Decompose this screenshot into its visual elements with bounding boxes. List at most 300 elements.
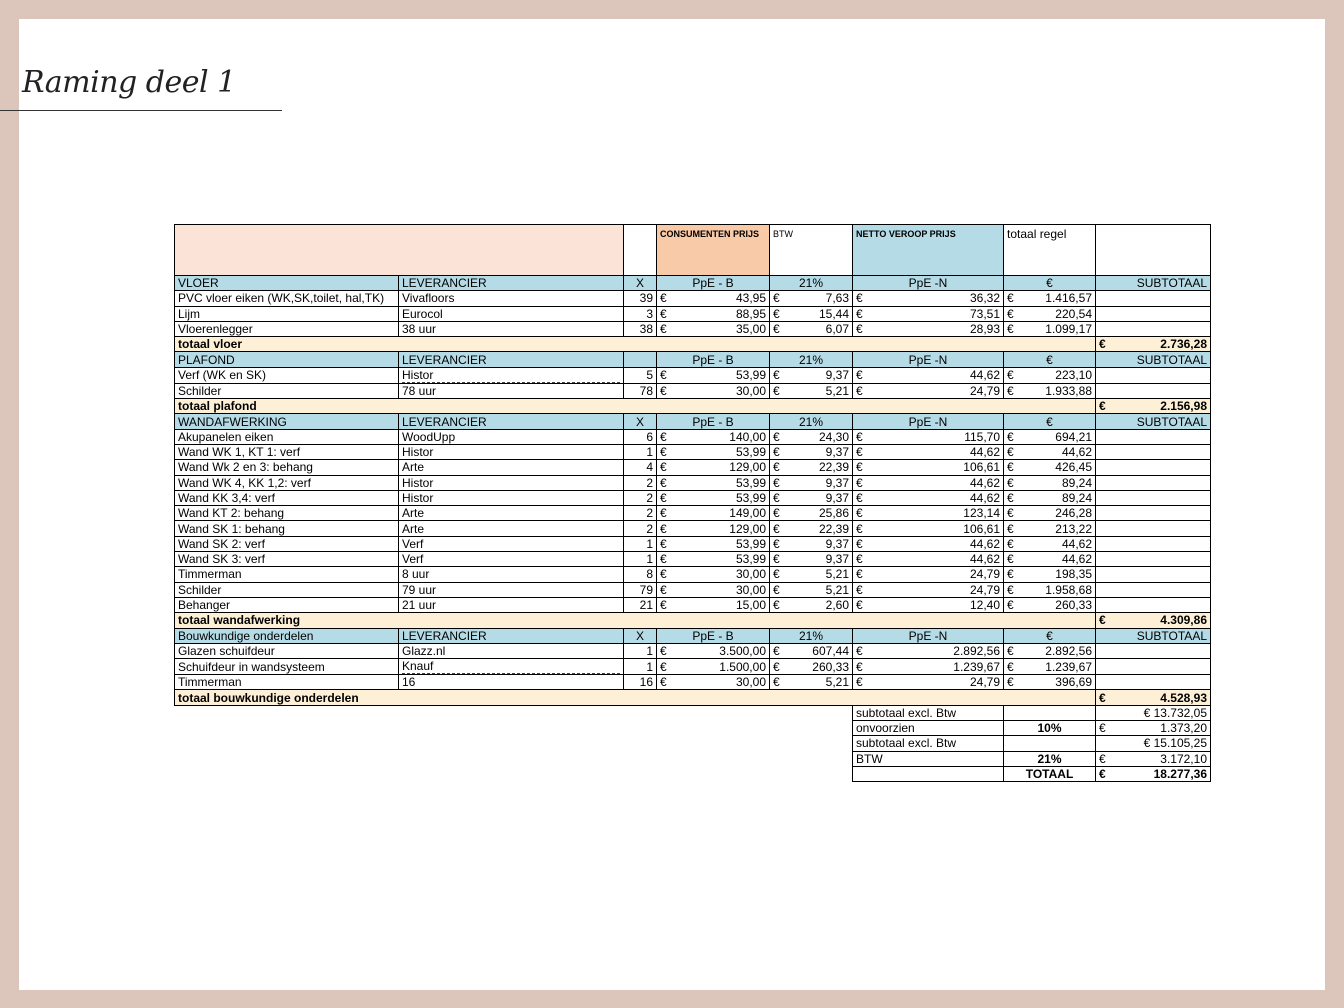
- column-btw: 21%: [770, 276, 853, 291]
- price-net: [853, 321, 1004, 336]
- summary-pct: 21%: [1004, 751, 1096, 766]
- line-total: [1004, 444, 1096, 459]
- amount: 426,45: [1055, 460, 1092, 475]
- table-row: [175, 460, 1211, 475]
- price-net: [853, 444, 1004, 459]
- column-ppe-b: PpE - B: [657, 276, 770, 291]
- amount: 106,61: [963, 460, 1000, 475]
- subtotal-empty: [1096, 643, 1211, 658]
- section-header-row: [175, 276, 1211, 291]
- price-net: [853, 460, 1004, 475]
- euro-sign: €: [660, 598, 667, 613]
- euro-sign: €: [1007, 322, 1014, 337]
- euro-sign: €: [1007, 383, 1014, 398]
- euro-sign: €: [1007, 291, 1014, 306]
- column-euro: €: [1004, 628, 1096, 643]
- item-name: Wand WK 4, KK 1,2: verf: [175, 475, 399, 490]
- supplier-text: 79 uur: [402, 582, 437, 597]
- table-row: [175, 643, 1211, 658]
- euro-sign: €: [773, 445, 780, 460]
- amount: 15,00: [735, 598, 766, 613]
- euro-sign: €: [856, 659, 863, 674]
- quantity: 6: [624, 429, 657, 444]
- supplier: [399, 552, 624, 567]
- euro-sign: €: [1099, 721, 1106, 736]
- euro-sign: €: [1007, 475, 1014, 490]
- supplier: [399, 506, 624, 521]
- section-header-row: [175, 628, 1211, 643]
- subtotal-empty: [1096, 567, 1211, 582]
- euro-sign: €: [660, 506, 667, 521]
- amount: 1.933,88: [1045, 383, 1092, 398]
- price-net: [853, 521, 1004, 536]
- item-name: PVC vloer eiken (WK,SK,toilet, hal,TK): [175, 291, 399, 306]
- supplier: [399, 306, 624, 321]
- euro-sign: €: [660, 582, 667, 597]
- column-euro: €: [1004, 276, 1096, 291]
- column-ppe-n: PpE -N: [853, 628, 1004, 643]
- price-excl: [657, 367, 770, 383]
- amount: 44,62: [969, 552, 1000, 567]
- euro-sign: €: [856, 368, 863, 383]
- euro-sign: €: [1007, 659, 1014, 674]
- supplier: [399, 643, 624, 658]
- price-net: [853, 383, 1004, 398]
- euro-sign: €: [660, 445, 667, 460]
- euro-sign: €: [1099, 399, 1106, 414]
- amount: 30,00: [735, 675, 766, 690]
- price-excl: [657, 383, 770, 398]
- summary-value: € 15.105,25: [1096, 736, 1211, 751]
- line-total: [1004, 675, 1096, 690]
- euro-sign: €: [773, 506, 780, 521]
- estimate-table: [174, 224, 1211, 782]
- header-line-total: totaal regel: [1004, 225, 1096, 276]
- price-excl: [657, 490, 770, 505]
- quantity: 5: [624, 367, 657, 383]
- quantity: 8: [624, 567, 657, 582]
- column-ppe-b: PpE - B: [657, 628, 770, 643]
- column-supplier: LEVERANCIER: [399, 414, 624, 429]
- subtotal-empty: [1096, 444, 1211, 459]
- table-row: [175, 383, 1211, 398]
- euro-sign: €: [856, 567, 863, 582]
- supplier: [399, 383, 624, 398]
- subtotal-empty: [1096, 306, 1211, 321]
- amount: 260,33: [1055, 598, 1092, 613]
- amount: 30,00: [735, 383, 766, 398]
- quantity: 2: [624, 521, 657, 536]
- header-subtotal-blank: [1096, 225, 1211, 276]
- euro-sign: €: [660, 460, 667, 475]
- price-excl: [657, 291, 770, 306]
- euro-sign: €: [773, 659, 780, 674]
- summary-value: [1096, 751, 1211, 766]
- euro-sign: €: [856, 460, 863, 475]
- euro-sign: €: [660, 536, 667, 551]
- table-row: [175, 675, 1211, 690]
- column-ppe-n: PpE -N: [853, 414, 1004, 429]
- column-supplier: LEVERANCIER: [399, 276, 624, 291]
- amount: 44,62: [969, 368, 1000, 383]
- document-title: Raming deel 1: [22, 65, 236, 100]
- amount: 396,69: [1055, 675, 1092, 690]
- supplier-text: 21 uur: [402, 598, 437, 613]
- amount: 9,37: [825, 552, 849, 567]
- supplier: [399, 490, 624, 505]
- table-row: [175, 567, 1211, 582]
- column-qty: X: [624, 276, 657, 291]
- amount: 4.309,86: [1160, 613, 1207, 628]
- item-name: Schilder: [175, 582, 399, 597]
- btw-amount: [770, 643, 853, 658]
- section-total: [1096, 337, 1211, 352]
- euro-sign: €: [1007, 536, 1014, 551]
- euro-sign: €: [1007, 429, 1014, 444]
- quantity: 2: [624, 506, 657, 521]
- item-name: Vloerenlegger: [175, 321, 399, 336]
- amount: 2.892,56: [953, 643, 1000, 658]
- line-total: [1004, 552, 1096, 567]
- euro-sign: €: [1007, 445, 1014, 460]
- summary-label: onvoorzien: [853, 721, 1004, 736]
- price-excl: [657, 536, 770, 551]
- empty: [175, 751, 853, 766]
- euro-sign: €: [773, 582, 780, 597]
- price-excl: [657, 597, 770, 612]
- btw-amount: [770, 367, 853, 383]
- header-blank: [175, 225, 624, 276]
- line-total: [1004, 321, 1096, 336]
- amount: 44,62: [969, 491, 1000, 505]
- amount: 44,62: [969, 475, 1000, 490]
- column-ppe-n: PpE -N: [853, 352, 1004, 367]
- amount: 2,60: [825, 598, 849, 613]
- column-supplier: LEVERANCIER: [399, 352, 624, 367]
- amount: 129,00: [729, 460, 766, 475]
- section-total-label: totaal plafond: [175, 399, 1096, 414]
- supplier: [399, 291, 624, 306]
- amount: 1.958,68: [1045, 582, 1092, 597]
- amount: 2.736,28: [1160, 337, 1207, 352]
- amount: 53,99: [735, 491, 766, 505]
- amount: 123,14: [963, 506, 1000, 521]
- btw-amount: [770, 675, 853, 690]
- item-name: Wand WK 1, KT 1: verf: [175, 444, 399, 459]
- amount: 694,21: [1055, 429, 1092, 444]
- price-net: [853, 582, 1004, 597]
- table-row: [175, 536, 1211, 551]
- btw-amount: [770, 506, 853, 521]
- amount: 30,00: [735, 582, 766, 597]
- supplier-text: Verf: [402, 552, 424, 567]
- amount: 607,44: [812, 643, 849, 658]
- amount: 24,79: [969, 383, 1000, 398]
- section-total-row: [175, 613, 1211, 628]
- item-name: Wand SK 2: verf: [175, 536, 399, 551]
- btw-amount: [770, 659, 853, 675]
- amount: 53,99: [735, 368, 766, 383]
- amount: 53,99: [735, 445, 766, 460]
- header-row: [175, 225, 1211, 276]
- column-ppe-n: PpE -N: [853, 276, 1004, 291]
- price-excl: [657, 460, 770, 475]
- column-btw: 21%: [770, 352, 853, 367]
- euro-sign: €: [1007, 491, 1014, 505]
- btw-amount: [770, 291, 853, 306]
- subtotal-empty: [1096, 582, 1211, 597]
- euro-sign: €: [1007, 460, 1014, 475]
- empty: [175, 721, 853, 736]
- price-net: [853, 597, 1004, 612]
- euro-sign: €: [856, 598, 863, 613]
- supplier: [399, 429, 624, 444]
- section-total-label: totaal wandafwerking: [175, 613, 1096, 628]
- amount: 44,62: [1061, 536, 1092, 551]
- price-excl: [657, 582, 770, 597]
- subtotal-empty: [1096, 675, 1211, 690]
- btw-amount: [770, 582, 853, 597]
- price-excl: [657, 475, 770, 490]
- price-net: [853, 506, 1004, 521]
- amount: 18.277,36: [1153, 767, 1207, 782]
- subtotal-empty: [1096, 291, 1211, 306]
- section-total-label: totaal bouwkundige onderdelen: [175, 690, 1096, 705]
- summary-pct: [1004, 705, 1096, 720]
- summary-row: [175, 751, 1211, 766]
- euro-sign: €: [1007, 643, 1014, 658]
- column-subtotal: SUBTOTAAL: [1096, 628, 1211, 643]
- euro-sign: €: [773, 491, 780, 505]
- amount: 15,44: [818, 306, 849, 321]
- header-consumer-price: CONSUMENTEN PRIJS: [657, 225, 770, 276]
- line-total: [1004, 429, 1096, 444]
- btw-amount: [770, 306, 853, 321]
- amount: 25,86: [818, 506, 849, 521]
- amount: 22,39: [818, 460, 849, 475]
- subtotal-empty: [1096, 460, 1211, 475]
- euro-sign: €: [660, 675, 667, 690]
- supplier: [399, 659, 624, 675]
- supplier: [399, 521, 624, 536]
- amount: 35,00: [735, 322, 766, 337]
- amount: 44,62: [969, 536, 1000, 551]
- summary-pct: 10%: [1004, 721, 1096, 736]
- amount: 24,79: [969, 567, 1000, 582]
- supplier-text: Glazz.nl: [402, 643, 446, 658]
- price-net: [853, 675, 1004, 690]
- btw-amount: [770, 597, 853, 612]
- euro-sign: €: [856, 643, 863, 658]
- table-row: [175, 521, 1211, 536]
- amount: 43,95: [735, 291, 766, 306]
- price-excl: [657, 321, 770, 336]
- euro-sign: €: [1007, 368, 1014, 383]
- supplier: [399, 536, 624, 551]
- subtotal-empty: [1096, 536, 1211, 551]
- empty: [175, 736, 853, 751]
- amount: 1.239,67: [953, 659, 1000, 674]
- table-row: [175, 291, 1211, 306]
- table-row: [175, 490, 1211, 505]
- amount: 220,54: [1055, 306, 1092, 321]
- euro-sign: €: [1007, 506, 1014, 521]
- price-net: [853, 291, 1004, 306]
- price-excl: [657, 506, 770, 521]
- price-excl: [657, 675, 770, 690]
- btw-amount: [770, 475, 853, 490]
- amount: 44,62: [1061, 552, 1092, 567]
- amount: 1.416,57: [1045, 291, 1092, 306]
- summary-row: [175, 766, 1211, 781]
- euro-sign: €: [856, 383, 863, 398]
- amount: 89,24: [1061, 475, 1092, 490]
- euro-sign: €: [856, 536, 863, 551]
- supplier-text: Arte: [402, 506, 425, 521]
- empty: [175, 766, 853, 781]
- euro-sign: €: [660, 306, 667, 321]
- euro-sign: €: [660, 383, 667, 398]
- euro-sign: €: [660, 491, 667, 505]
- line-total: [1004, 475, 1096, 490]
- supplier-text: Arte: [402, 460, 425, 475]
- euro-sign: €: [773, 475, 780, 490]
- table-row: [175, 659, 1211, 675]
- price-net: [853, 475, 1004, 490]
- supplier-text: 38 uur: [402, 322, 437, 337]
- euro-sign: €: [1099, 690, 1106, 705]
- price-net: [853, 659, 1004, 675]
- column-euro: €: [1004, 352, 1096, 367]
- line-total: [1004, 367, 1096, 383]
- supplier: [399, 460, 624, 475]
- euro-sign: €: [773, 521, 780, 536]
- price-excl: [657, 643, 770, 658]
- amount: 246,28: [1055, 506, 1092, 521]
- amount: 1.373,20: [1160, 721, 1207, 736]
- euro-sign: €: [660, 429, 667, 444]
- euro-sign: €: [1007, 582, 1014, 597]
- header-net-price: NETTO VEROOP PRIJS: [853, 225, 1004, 276]
- euro-sign: €: [1007, 598, 1014, 613]
- header-btw: BTW: [770, 225, 853, 276]
- subtotal-empty: [1096, 490, 1211, 505]
- column-subtotal: SUBTOTAAL: [1096, 414, 1211, 429]
- subtotal-empty: [1096, 506, 1211, 521]
- amount: 6,07: [825, 322, 849, 337]
- amount: 53,99: [735, 475, 766, 490]
- supplier-text: Vivafloors: [402, 291, 455, 306]
- item-name: Wand SK 3: verf: [175, 552, 399, 567]
- column-ppe-b: PpE - B: [657, 414, 770, 429]
- table-row: [175, 582, 1211, 597]
- line-total: [1004, 597, 1096, 612]
- section-name: PLAFOND: [175, 352, 399, 367]
- btw-amount: [770, 460, 853, 475]
- summary-pct: [1004, 736, 1096, 751]
- amount: 36,32: [969, 291, 1000, 306]
- line-total: [1004, 659, 1096, 675]
- line-total: [1004, 582, 1096, 597]
- header-qty-blank: [624, 225, 657, 276]
- column-supplier: LEVERANCIER: [399, 628, 624, 643]
- line-total: [1004, 383, 1096, 398]
- section-header-row: [175, 414, 1211, 429]
- summary-pct: TOTAAL: [1004, 766, 1096, 781]
- amount: 7,63: [825, 291, 849, 306]
- euro-sign: €: [660, 552, 667, 567]
- section-total: [1096, 613, 1211, 628]
- euro-sign: €: [773, 322, 780, 337]
- amount: 9,37: [825, 491, 849, 505]
- table-row: [175, 506, 1211, 521]
- euro-sign: €: [1099, 613, 1106, 628]
- euro-sign: €: [773, 536, 780, 551]
- line-total: [1004, 460, 1096, 475]
- item-name: Lijm: [175, 306, 399, 321]
- price-excl: [657, 444, 770, 459]
- quantity: 79: [624, 582, 657, 597]
- euro-sign: €: [773, 383, 780, 398]
- amount: 2.156,98: [1160, 399, 1207, 414]
- btw-amount: [770, 490, 853, 505]
- column-subtotal: SUBTOTAAL: [1096, 276, 1211, 291]
- amount: 24,30: [818, 429, 849, 444]
- euro-sign: €: [1007, 567, 1014, 582]
- subtotal-empty: [1096, 383, 1211, 398]
- amount: 44,62: [969, 445, 1000, 460]
- amount: 30,00: [735, 567, 766, 582]
- supplier-text: Histor: [402, 491, 434, 505]
- section-total-label: totaal vloer: [175, 337, 1096, 352]
- subtotal-empty: [1096, 367, 1211, 383]
- euro-sign: €: [856, 552, 863, 567]
- supplier-text: Histor: [402, 368, 620, 383]
- btw-amount: [770, 444, 853, 459]
- euro-sign: €: [773, 460, 780, 475]
- quantity: 78: [624, 383, 657, 398]
- amount: 5,21: [825, 567, 849, 582]
- euro-sign: €: [660, 322, 667, 337]
- amount: 213,22: [1055, 521, 1092, 536]
- line-total: [1004, 536, 1096, 551]
- line-total: [1004, 567, 1096, 582]
- section-name: WANDAFWERKING: [175, 414, 399, 429]
- euro-sign: €: [1099, 337, 1106, 352]
- amount: 9,37: [825, 475, 849, 490]
- quantity: 2: [624, 490, 657, 505]
- euro-sign: €: [856, 429, 863, 444]
- price-excl: [657, 567, 770, 582]
- column-subtotal: SUBTOTAAL: [1096, 352, 1211, 367]
- euro-sign: €: [1007, 552, 1014, 567]
- euro-sign: €: [856, 445, 863, 460]
- supplier: [399, 321, 624, 336]
- summary-value: [1096, 766, 1211, 781]
- item-name: Timmerman: [175, 675, 399, 690]
- amount: 1.239,67: [1045, 659, 1092, 674]
- table-row: [175, 367, 1211, 383]
- amount: 12,40: [969, 598, 1000, 613]
- euro-sign: €: [773, 675, 780, 690]
- item-name: Schuifdeur in wandsysteem: [175, 659, 399, 675]
- supplier: [399, 582, 624, 597]
- subtotal-empty: [1096, 475, 1211, 490]
- amount: 88,95: [735, 306, 766, 321]
- column-btw: 21%: [770, 414, 853, 429]
- price-net: [853, 552, 1004, 567]
- euro-sign: €: [660, 567, 667, 582]
